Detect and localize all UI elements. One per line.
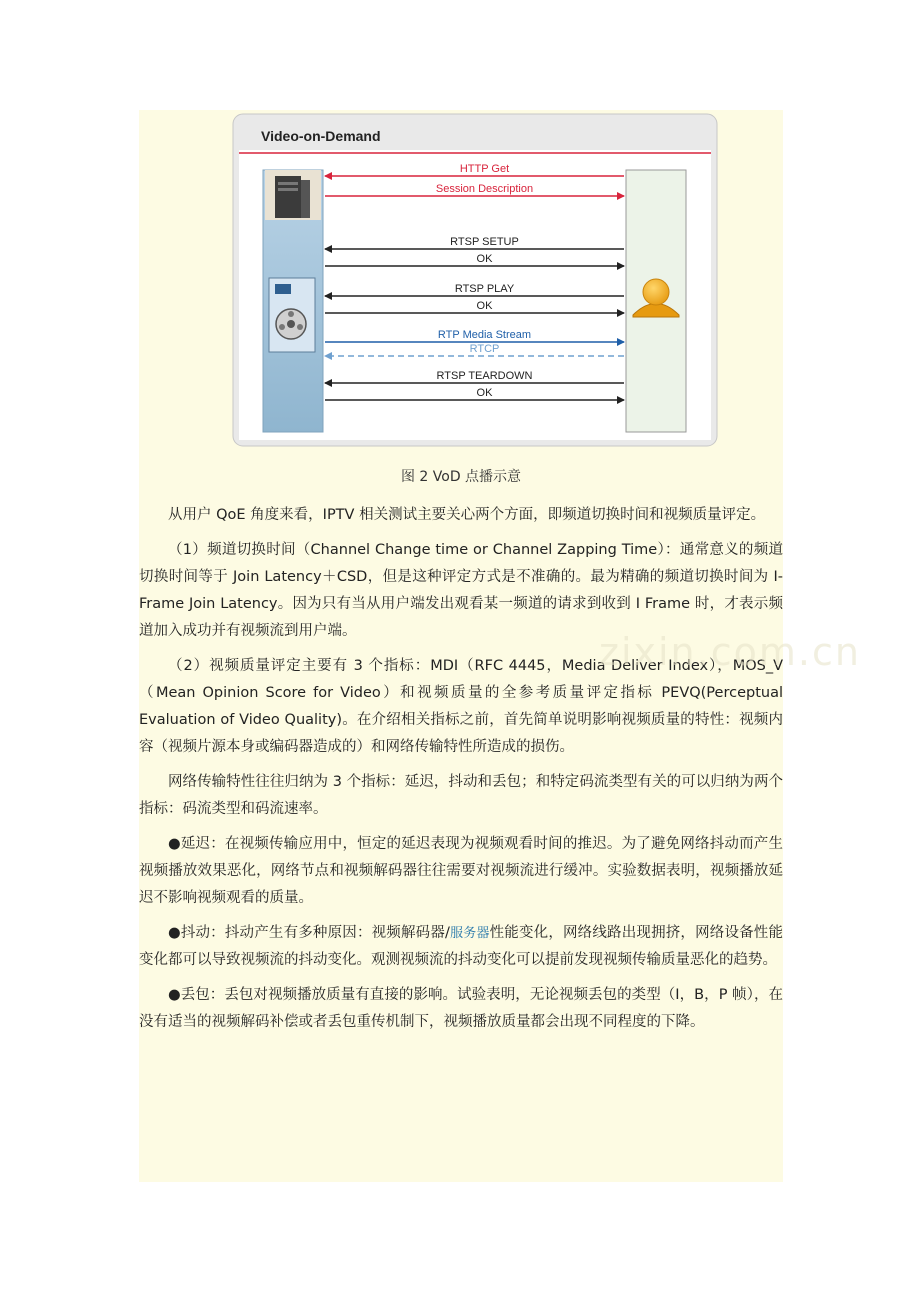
message-label-2: Session Description [435,183,534,195]
message-label-1: HTTP Get [459,163,510,175]
message-label-4: OK [476,253,493,265]
vod-sequence-diagram [231,112,719,450]
paragraph-latency: ●延迟：在视频传输应用中，恒定的延迟表现为视频观看时间的推迟。为了避免网络抖动而产生视频播放效果恶化，网络节点和视频解码器往往需要对视频流进行缓冲。实验数据表明，视频播放延迟不影响视频观看的质量。 [139,836,783,906]
paragraph-channel-change: （1）频道切换时间（Channel Change time or Channel Zapping Time）：通常意义的频道切换时间等于 Join Latency＋CSD，但是这种评定方式是不准确的。最为精确的频道切换时间为 I-Frame Join Latency。因为只有当从用户端发出观看某一频道的请求到收到 I Frame 时，才表示频道加入成功并有视频流到用户端。 [139,542,783,639]
message-label-3: RTSP SETUP [450,236,519,248]
paragraph-video-quality: （2）视频质量评定主要有 3 个指标：MDI（RFC 4445，Media Deliver Index），MOS_V（Mean Opinion Score for Video）和视频质量的全参考质量评定指标 PEVQ(Perceptual Evaluation of Video Quality)。在介绍相关指标之前，首先简单说明影响视频质量的特性：视频内容（视频片源本身或编码器造成的）和网络传输特性所造成的损伤。 [139,658,783,755]
message-label-10: OK [476,387,493,399]
document-page [139,110,861,1182]
message-label-6: OK [476,300,493,312]
jitter-text-a: ●抖动：抖动产生有多种原因：视频解码器/ [168,925,450,941]
message-label-9: RTSP TEARDOWN [436,370,533,382]
paragraph-jitter [139,920,783,974]
paragraph-packet-loss: ●丢包：丢包对视频播放质量有直接的影响。试验表明，无论视频丢包的类型（I，B，P 帧），在没有适当的视频解码补偿或者丢包重传机制下，视频播放质量都会出现不同程度的下降。 [139,987,783,1030]
diagram-title: Video-on-Demand [261,128,381,144]
message-label-8: RTCP [469,343,500,355]
figure-caption: 图 2 VoD 点播示意 [400,469,522,485]
message-label-5: RTSP PLAY [454,283,515,295]
media-server-icon [269,278,315,352]
article-body [139,502,783,1044]
web-server-icon [265,170,321,220]
paragraph-qoe-intro: 从用户 QoE 角度来看，IPTV 相关测试主要关心两个方面，即频道切换时间和视频质量评定。 [168,507,766,523]
message-label-7: RTP Media Stream [437,329,532,341]
server-link[interactable]: 服务器 [449,926,490,941]
paragraph-network-metrics: 网络传输特性往往归纳为 3 个指标：延迟，抖动和丢包；和特定码流类型有关的可以归纳为两个指标：码流类型和码流速率。 [139,774,783,817]
jitter-text-b: 性能变化，网络线路出现拥挤，网络设备性能变化都可以导致视频流的抖动变化。观测视频流的抖动变化可以提前发现视频传输质量恶化的趋势。 [139,925,783,968]
watermark: zixin.com.cn [599,630,861,674]
